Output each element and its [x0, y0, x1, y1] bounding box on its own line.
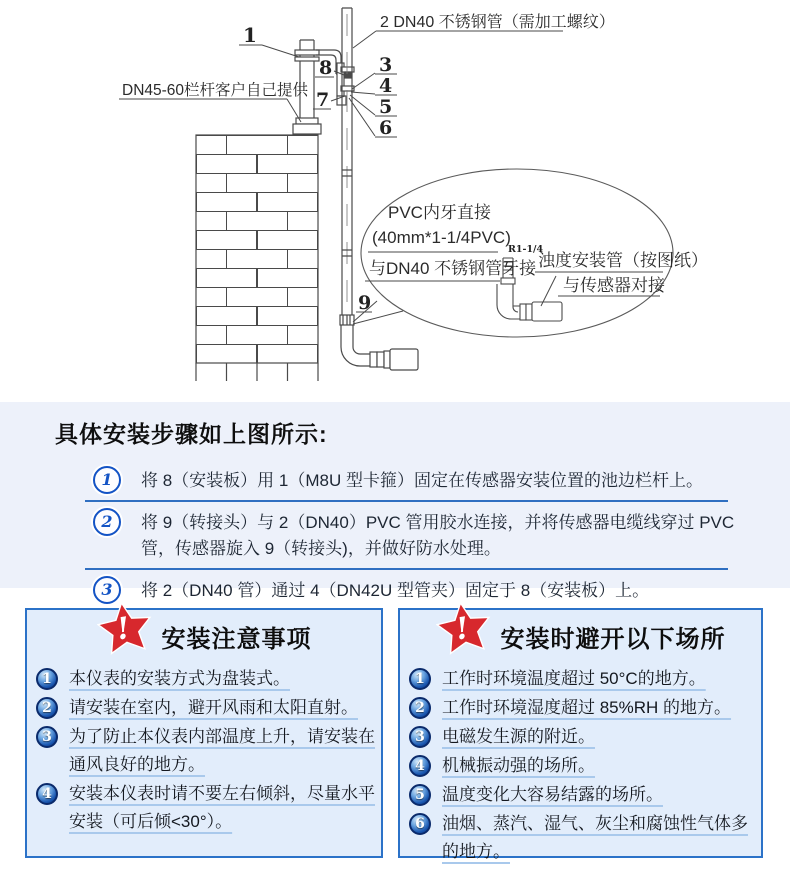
install-steps-panel [0, 402, 790, 600]
label-part-9: 9 [358, 292, 372, 314]
item-text: 电磁发生源的附近。 [442, 727, 595, 746]
alert-star-icon [436, 600, 492, 656]
label-part-4: 4 [379, 75, 393, 97]
label-railing: DN45-60栏杆客户自己提供 [122, 82, 309, 99]
item-text: 工作时环境湿度超过 85%RH 的地方。 [442, 698, 732, 717]
number-badge: 4 [409, 755, 431, 777]
list-item [409, 694, 755, 722]
step-number-circle: 3 [93, 576, 121, 604]
step-text: 将 9（转接头）与 2（DN40）PVC 管用胶水连接，并将传感器电缆线穿过 PVC 管，传感器旋入 9（转接头)，并做好防水处理。 [141, 513, 735, 558]
installation-diagram-svg [0, 0, 790, 402]
avoid-list [409, 665, 755, 866]
label-part-5: 5 [379, 96, 393, 118]
number-badge: 3 [36, 726, 58, 748]
label-part-7: 7 [316, 89, 330, 111]
list-item [36, 665, 375, 693]
step-row [93, 505, 790, 565]
avoid-header [400, 610, 761, 659]
steps-heading: 具体安装步骤如上图所示: [55, 421, 328, 447]
step-divider [85, 500, 728, 502]
list-item [409, 665, 755, 693]
step-row [93, 463, 790, 497]
bubble-text-thread-join: 与DN40 不锈钢管牙接 [369, 259, 537, 278]
item-text: 机械振动强的场所。 [442, 756, 595, 775]
pipe-elbow-sensor [340, 315, 418, 370]
step-text: 将 8（安装板）用 1（M8U 型卡箍）固定在传感器安装位置的池边栏杆上。 [141, 471, 703, 490]
brick-wall [196, 135, 318, 381]
notice-boxes [0, 608, 790, 861]
number-badge: 2 [36, 697, 58, 719]
number-badge: 6 [409, 813, 431, 835]
bubble-text-turbidity-pipe: 浊度安装管（按图纸） [538, 251, 708, 270]
item-text: 工作时环境温度超过 50°C的地方。 [442, 669, 706, 688]
precautions-header [27, 610, 381, 659]
list-item [409, 723, 755, 751]
alert-star-icon [97, 600, 153, 656]
list-item [36, 723, 375, 779]
list-item [409, 810, 755, 866]
item-text: 油烟、蒸汽、湿气、灰尘和腐蚀性气体多的地方。 [442, 814, 748, 861]
steel-pipe [342, 8, 352, 315]
step-text: 将 2（DN40 管）通过 4（DN42U 型管夹）固定于 8（安装板）上。 [141, 581, 650, 600]
item-text: 本仪表的安装方式为盘装式。 [69, 669, 290, 688]
precautions-title: 安装注意事项 [161, 625, 312, 653]
number-badge: 1 [409, 668, 431, 690]
label-part-8: 8 [319, 57, 333, 79]
list-item [36, 694, 375, 722]
number-badge: 4 [36, 783, 58, 805]
label-part-6: 6 [379, 117, 393, 139]
item-text: 请安装在室内，避开风雨和太阳直射。 [69, 698, 358, 717]
avoid-title: 安装时避开以下场所 [500, 625, 726, 653]
number-badge: 5 [409, 784, 431, 806]
label-part-3: 3 [379, 54, 393, 76]
item-text: 为了防止本仪表内部温度上升，请安装在通风良好的地方。 [69, 727, 375, 774]
bubble-text-pvc: PVC内牙直接 [388, 203, 491, 222]
number-badge: 1 [36, 668, 58, 690]
installation-diagram [0, 0, 790, 402]
number-badge: 2 [409, 697, 431, 719]
precautions-list [36, 665, 375, 836]
item-text: 安装本仪表时请不要左右倾斜，尽量水平安装（可后倾<30°）。 [69, 784, 375, 831]
step-number-circle: 2 [93, 508, 121, 536]
exclamation-mark: ! [113, 610, 133, 648]
exclamation-mark: ! [452, 610, 472, 648]
list-item [409, 781, 755, 809]
step-divider [85, 568, 728, 570]
number-badge: 3 [409, 726, 431, 748]
bubble-text-sensor-join: 与传感器对接 [563, 276, 665, 295]
steps-list [93, 463, 790, 607]
precautions-box [25, 608, 383, 858]
step-number-circle: 1 [93, 466, 121, 494]
label-part-1: 1 [243, 23, 257, 47]
list-item [409, 752, 755, 780]
label-steel-pipe: 2 DN40 不锈钢管（需加工螺纹） [380, 14, 615, 31]
list-item [36, 780, 375, 836]
label-thread-spec: R1-1/4 [508, 244, 544, 255]
bubble-text-size: (40mm*1-1/4PVC) [372, 228, 511, 247]
item-text: 温度变化大容易结露的场所。 [442, 785, 663, 804]
avoid-places-box [398, 608, 763, 861]
